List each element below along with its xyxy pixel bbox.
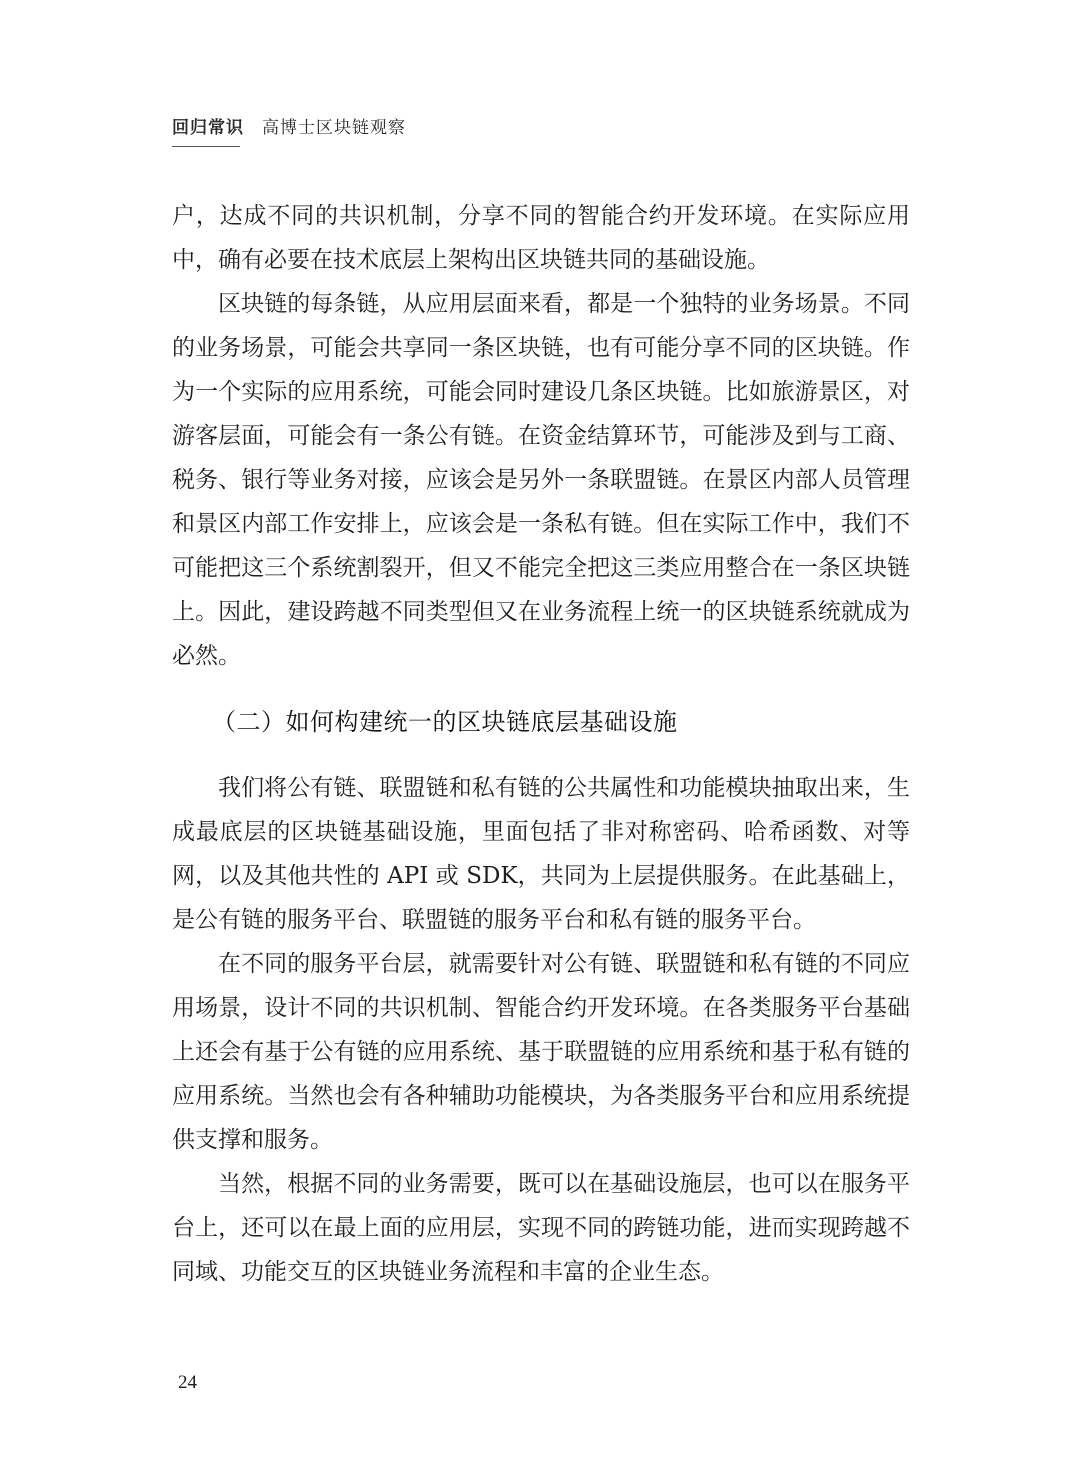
paragraph: 在不同的服务平台层，就需要针对公有链、联盟链和私有链的不同应用场景，设计不同的共识机制、智能合约开发环境。在各类服务平台基础上还会有基于公有链的应用系统、基于联盟链的应用系统和基于私有链的应用系统。当然也会有各种辅助功能模块，为各类服务平台和应用系统提供支撑和服务。	[172, 951, 910, 1153]
paragraph: 区块链的每条链，从应用层面来看，都是一个独特的业务场景。不同的业务场景，可能会共享同一条区块链，也有可能分享不同的区块链。作为一个实际的应用系统，可能会同时建设几条区块链。比如旅游景区，对游客层面，可能会有一条公有链。在资金结算环节，可能涉及到与工商、税务、银行等业务对接，应该会是另外一条联盟链。在景区内部人员管理和景区内部工作安排上，应该会是一条私有链。但在实际工作中，我们不可能把这三个系统割裂开，但又不能完全把这三类应用整合在一条区块链上。因此，建设跨越不同类型但又在业务流程上统一的区块链系统就成为必然。	[172, 291, 910, 669]
running-header	[172, 113, 406, 143]
section-heading: （二）如何构建统一的区块链底层基础设施	[212, 708, 678, 736]
paragraph: 我们将公有链、联盟链和私有链的公共属性和功能模块抽取出来，生成最底层的区块链基础设施，里面包括了非对称密码、哈希函数、对等网，以及其他共性的 API 或 SDK，共同为上层提供服务。在此基础上，是公有链的服务平台、联盟链的服务平台和私有链的服务平台。	[172, 775, 910, 933]
paragraph: 当然，根据不同的业务需要，既可以在基础设施层，也可以在服务平台上，还可以在最上面的应用层，实现不同的跨链功能，进而实现跨越不同域、功能交互的区块链业务流程和丰富的企业生态。	[172, 1171, 910, 1285]
book-subtitle: 高博士区块链观察	[262, 118, 406, 138]
body-text-top	[172, 194, 910, 678]
page-number: 24	[178, 1372, 197, 1393]
header-rule	[172, 146, 240, 147]
paragraph: 户，达成不同的共识机制，分享不同的智能合约开发环境。在实际应用中，确有必要在技术底层上架构出区块链共同的基础设施。	[172, 203, 910, 273]
book-title: 回归常识	[172, 118, 244, 138]
body-text-bottom	[172, 766, 910, 1294]
